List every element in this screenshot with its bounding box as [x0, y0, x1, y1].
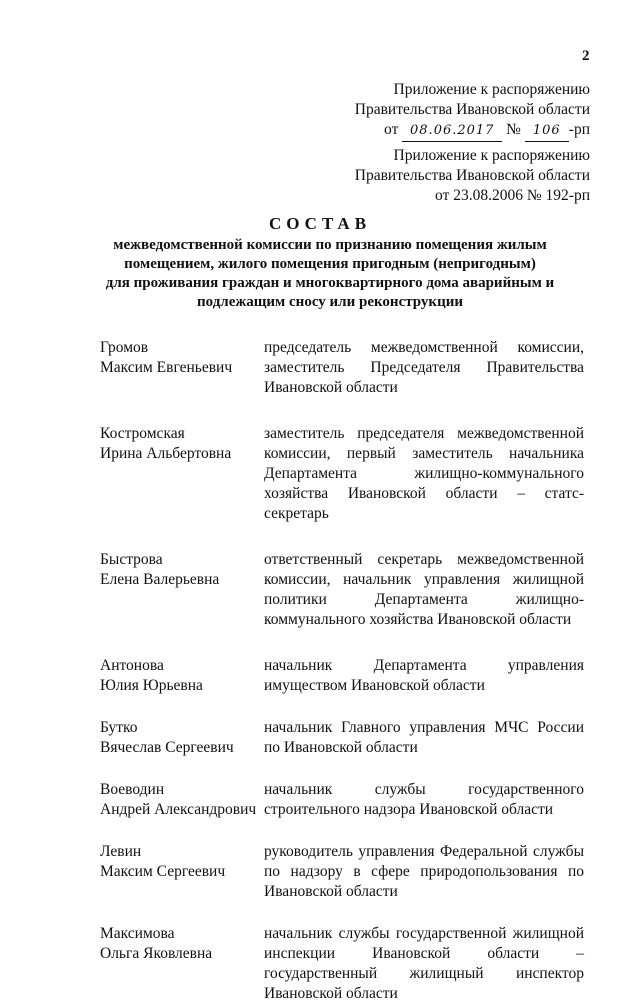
member-role: председатель межведомственной комиссии, заместитель Председателя Правительства Ивановской области	[264, 339, 584, 396]
member-name	[100, 338, 264, 398]
handwritten-number: 106	[532, 123, 561, 138]
member-row	[100, 780, 584, 820]
appendix-current-line2: Правительства Ивановской области	[354, 101, 590, 118]
member-row	[100, 924, 584, 1004]
appendix-current	[355, 80, 590, 142]
members-list	[100, 338, 584, 1004]
member-row	[100, 424, 584, 524]
member-given-names: Вячеслав Сергеевич	[100, 739, 234, 756]
appendix-original-line1: Приложение к распоряжению	[393, 147, 590, 164]
member-name	[100, 656, 264, 696]
member-role: начальник Департамента управления имуществом Ивановской области	[264, 657, 584, 694]
from-label: от	[384, 121, 399, 138]
member-row	[100, 656, 584, 696]
member-role: заместитель председателя межведомственной комиссии, первый заместитель начальника Департамента жилищно-коммунального хозяйства Ивановской области – статс-секретарь	[264, 425, 584, 522]
appendix-original-line3: от 23.08.2006 № 192-рп	[435, 187, 590, 204]
member-name	[100, 842, 264, 902]
member-surname: Громов	[100, 339, 149, 356]
document-title: СОСТАВ	[268, 214, 372, 233]
member-surname: Левин	[100, 843, 142, 860]
member-row	[100, 718, 584, 758]
member-row	[100, 842, 584, 902]
member-role: ответственный секретарь межведомственной комиссии, начальник управления жилищной политики Департамента жилищно-коммунального хозяйства Ивановской области	[264, 551, 584, 628]
member-surname: Бутко	[100, 719, 138, 736]
member-role: руководитель управления Федеральной службы по надзору в сфере природопользования по Ивановской области	[264, 843, 584, 900]
appendix-current-date-line	[355, 120, 590, 142]
member-surname: Воеводин	[100, 781, 165, 798]
member-name	[100, 424, 264, 524]
appendix-current-line1: Приложение к распоряжению	[393, 81, 590, 98]
member-name	[100, 718, 264, 758]
member-name	[100, 550, 264, 630]
subtitle-line2: помещением, жилого помещения пригодным (непригодным)	[124, 256, 536, 272]
member-given-names: Елена Валерьевна	[100, 571, 220, 588]
member-surname: Антонова	[100, 657, 164, 674]
member-name	[100, 924, 264, 1004]
member-given-names: Андрей Александрович	[100, 801, 257, 818]
number-suffix: -рп	[568, 121, 590, 138]
subtitle-line3: для проживания граждан и многоквартирного дома аварийным и	[105, 275, 555, 291]
number-field	[525, 120, 569, 142]
member-surname: Максимова	[100, 925, 175, 942]
member-surname: Костромская	[100, 425, 185, 442]
member-role: начальник службы государственной жилищной инспекции Ивановской области – государственный жилищный инспектор Ивановской области	[264, 925, 584, 1002]
member-given-names: Ольга Яковлевна	[100, 945, 213, 962]
number-label: №	[506, 121, 521, 138]
handwritten-date: 08.06.2017	[410, 123, 495, 138]
member-given-names: Юлия Юрьевна	[100, 677, 203, 694]
member-given-names: Ирина Альбертовна	[100, 445, 232, 462]
member-name	[100, 780, 264, 820]
document-subtitle	[100, 236, 560, 312]
appendix-original-line2: Правительства Ивановской области	[354, 167, 590, 184]
member-row	[100, 338, 584, 398]
subtitle-line4: подлежащим сносу или реконструкции	[197, 294, 463, 310]
page-number: 2	[582, 48, 590, 64]
appendix-original	[355, 146, 590, 206]
member-row	[100, 550, 584, 630]
member-role: начальник службы государственного строительного надзора Ивановской области	[264, 781, 584, 818]
subtitle-line1: межведомственной комиссии по признанию помещения жилым	[113, 237, 547, 253]
member-surname: Быстрова	[100, 551, 163, 568]
date-field	[402, 120, 502, 142]
member-role: начальник Главного управления МЧС России по Ивановской области	[264, 719, 584, 756]
member-given-names: Максим Евгеньевич	[100, 359, 233, 376]
member-given-names: Максим Сергеевич	[100, 863, 226, 880]
